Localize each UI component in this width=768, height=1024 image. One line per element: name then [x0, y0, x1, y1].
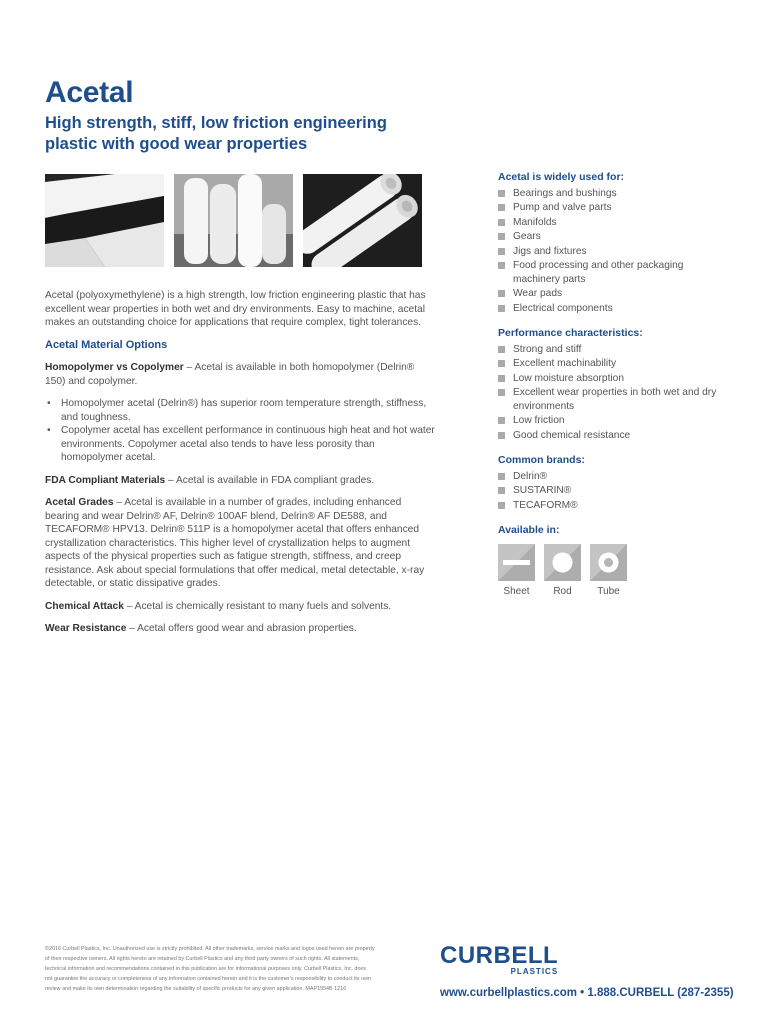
- intro-paragraph: Acetal (polyoxymethylene) is a high strength, low friction engineering plastic that has excellent wear properties in both wet and dry environments. Easy to machine, acetal makes an outstanding choice for applications that require complex, tight tolerances.: [45, 290, 426, 328]
- list-item: Good chemical resistance: [498, 429, 718, 443]
- list-item: Electrical components: [498, 302, 718, 316]
- wear-paragraph: [45, 622, 435, 636]
- square-bullet-icon: [498, 346, 505, 353]
- available-heading: Available in:: [498, 524, 560, 536]
- tube-icon: [590, 544, 627, 581]
- list-item: Wear pads: [498, 287, 718, 301]
- curbell-logo: [440, 944, 558, 976]
- square-bullet-icon: [498, 473, 505, 480]
- rod-icon: [544, 544, 581, 581]
- square-bullet-icon: [498, 190, 505, 197]
- square-bullet-icon: [498, 233, 505, 240]
- list-item: Delrin®: [498, 470, 718, 484]
- list-item: Low moisture absorption: [498, 372, 718, 386]
- square-bullet-icon: [498, 487, 505, 494]
- list-item: Pump and valve parts: [498, 201, 718, 215]
- rod-photo: [174, 174, 293, 267]
- tube-photo: [303, 174, 422, 267]
- logo-wordmark: CURBELL: [440, 942, 559, 969]
- chemical-label: Chemical Attack: [45, 600, 124, 612]
- list-item: Jigs and fixtures: [498, 245, 718, 259]
- product-photos: [45, 174, 422, 267]
- polymer-bullet-list: [45, 397, 435, 465]
- uses-list: [498, 187, 718, 316]
- list-item: Strong and stiff: [498, 343, 718, 357]
- form-tube: Tube: [590, 544, 627, 599]
- chemical-text: – Acetal is chemically resistant to many fuels and solvents.: [123, 600, 392, 612]
- fda-text: – Acetal is available in FDA compliant grades.: [165, 474, 375, 486]
- chemical-paragraph: [45, 600, 435, 614]
- wear-label: Wear Resistance: [45, 623, 127, 634]
- grades-text: – Acetal is available in a number of grades, including enhanced bearing and wear Delrin® AF, Delrin® 100AF blend, Delrin® AF DE588, and TECAFORM® HPV13. Delrin® 511P is a homopolymer acetal that offers enhanced crystallization characteristics. This higher level of crystallization helps to augment aspects of the physical properties such as fatigue strength, stiffness, and creep resistance. Ask about special formulations that offer medical, metal detectable, x-ray detectable, or static dissipative grades.: [45, 497, 425, 589]
- main-column: [45, 289, 435, 645]
- square-bullet-icon: [498, 360, 505, 367]
- page-title: Acetal: [45, 76, 134, 109]
- page-subtitle: High strength, stiff, low friction engineering plastic with good wear properties: [45, 114, 387, 153]
- square-bullet-icon: [498, 248, 505, 255]
- list-item: TECAFORM®: [498, 499, 718, 513]
- sidebar: [498, 171, 718, 598]
- homopolymer-label: Homopolymer vs Copolymer: [45, 362, 184, 373]
- contact-line: www.curbellplastics.com • 1.888.CURBELL (287-2355): [440, 987, 734, 999]
- grades-paragraph: [45, 496, 435, 591]
- list-item: Manifolds: [498, 216, 718, 230]
- homopolymer-paragraph: [45, 361, 435, 388]
- list-item: Bearings and bushings: [498, 187, 718, 201]
- square-bullet-icon: [498, 219, 505, 226]
- list-item: SUSTARIN®: [498, 484, 718, 498]
- fda-paragraph: [45, 474, 435, 488]
- list-item: Excellent machinability: [498, 357, 718, 371]
- performance-heading: Performance characteristics:: [498, 327, 643, 339]
- list-item: • Copolymer acetal has excellent performance in continuous high heat and hot water environments. Copolymer acetal also tends to have less porosity than homopolymer acetal.: [45, 424, 435, 465]
- wear-text: – Acetal offers good wear and abrasion properties.: [126, 623, 357, 634]
- square-bullet-icon: [498, 502, 505, 509]
- logo-subtitle: PLASTICS: [510, 967, 559, 976]
- form-rod: Rod: [544, 544, 581, 599]
- material-options-heading: Acetal Material Options: [45, 338, 168, 351]
- square-bullet-icon: [498, 389, 505, 396]
- square-bullet-icon: [498, 262, 505, 269]
- uses-heading: Acetal is widely used for:: [498, 171, 625, 183]
- square-bullet-icon: [498, 375, 505, 382]
- sheet-icon: [498, 544, 535, 581]
- square-bullet-icon: [498, 432, 505, 439]
- legal-disclaimer: ©2016 Curbell Plastics, Inc. Unauthorized use is strictly prohibited. All other trademarks, service marks and logos used herein are property of their respective owners. All rights hereto are retained by Curbell Plastics and any third party owners of such rights. All statements, technical information and recommendations contained in this publication are for informational purposes only. Curbell Plastics, Inc. does not guarantee the accuracy or completeness of any information contained herein and it is the customer's responsibility to conduct its own review and make its own determination regarding the suitability of specific products for any given application. MAP1554B 1216: [45, 946, 375, 992]
- fda-label: FDA Compliant Materials: [45, 474, 166, 486]
- brands-heading: Common brands:: [498, 454, 585, 466]
- list-item: Low friction: [498, 414, 718, 428]
- square-bullet-icon: [498, 204, 505, 211]
- performance-list: [498, 343, 718, 443]
- list-item: Food processing and other packaging machinery parts: [498, 259, 718, 286]
- homopolymer-text: – Acetal is available in both homopolymer (Delrin® 150) and copolymer.: [45, 362, 415, 387]
- sheet-stack-photo: [45, 174, 164, 267]
- list-item: • Homopolymer acetal (Delrin®) has superior room temperature strength, stiffness, and toughness.: [45, 397, 435, 424]
- square-bullet-icon: [498, 290, 505, 297]
- available-forms: [498, 544, 718, 599]
- brands-list: [498, 470, 718, 513]
- list-item: Gears: [498, 230, 718, 244]
- square-bullet-icon: [498, 305, 505, 312]
- list-item: Excellent wear properties in both wet and dry environments: [498, 386, 718, 413]
- square-bullet-icon: [498, 417, 505, 424]
- form-sheet: Sheet: [498, 544, 535, 599]
- grades-label: Acetal Grades: [45, 497, 114, 508]
